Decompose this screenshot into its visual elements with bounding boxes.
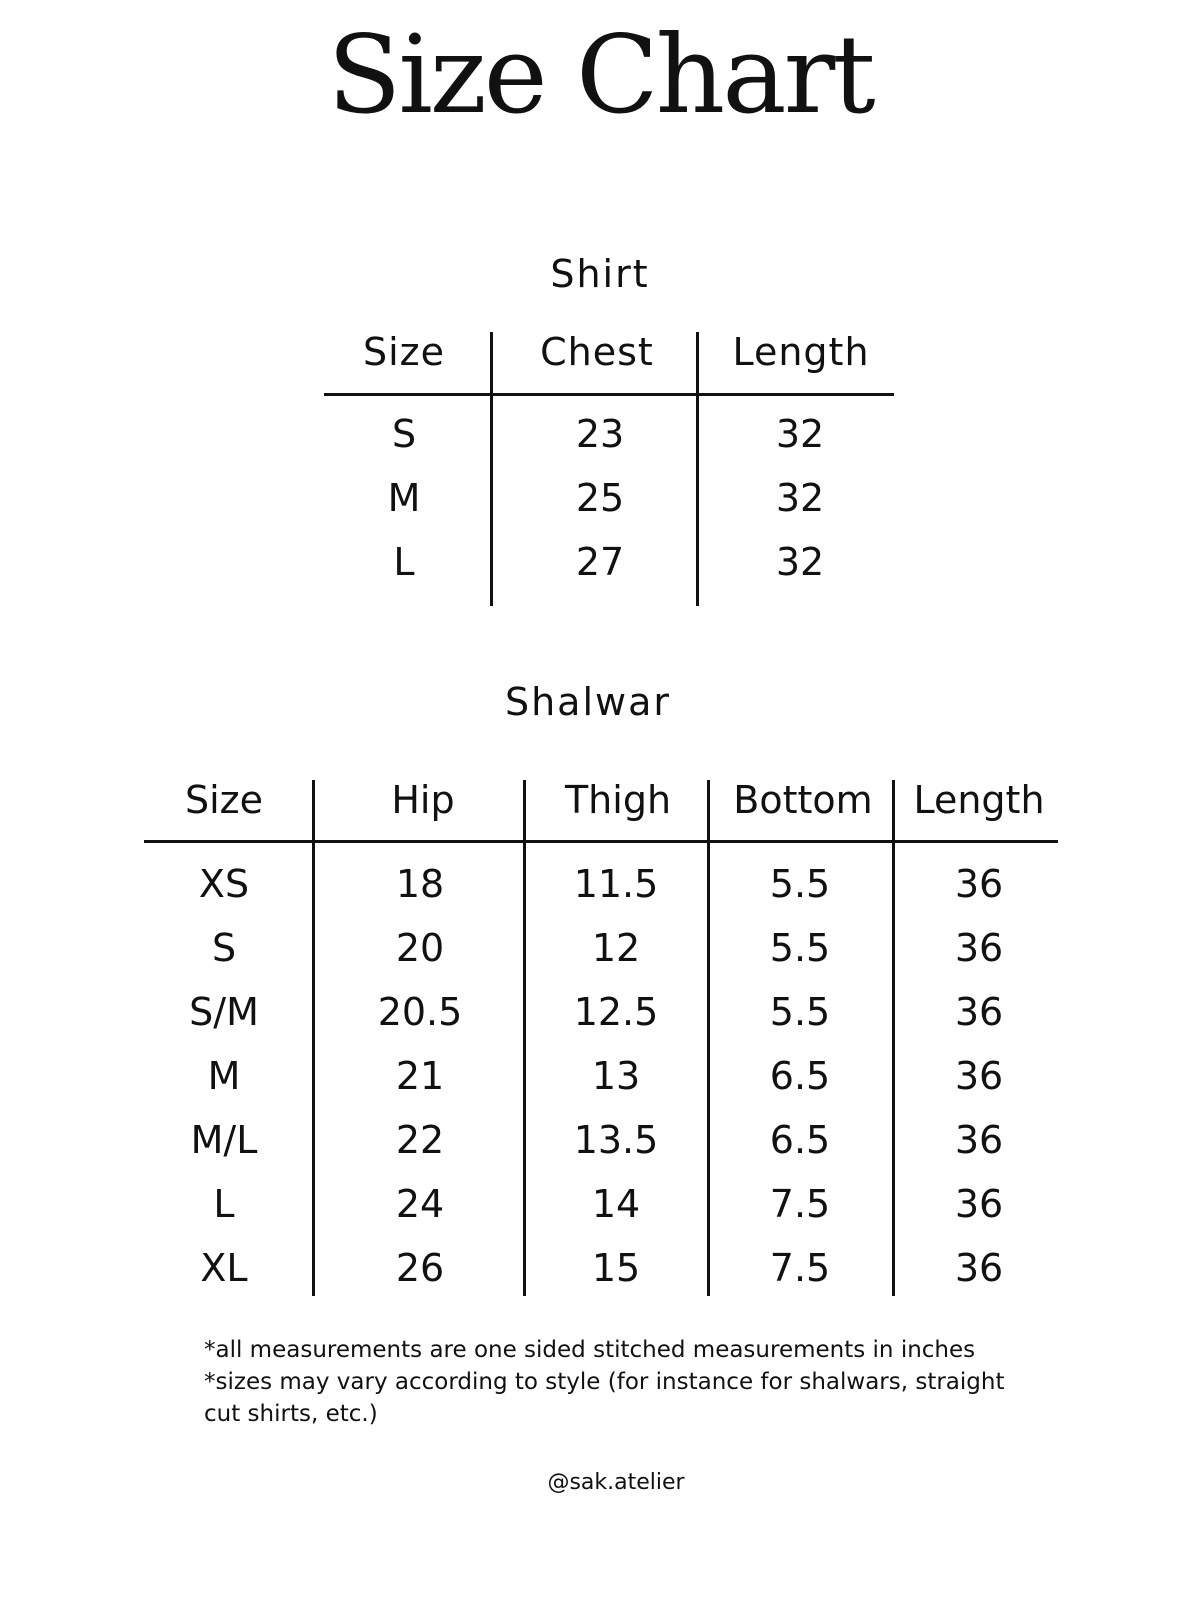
shalwar-cell: 36 bbox=[954, 862, 1004, 906]
shalwar-cell: 6.5 bbox=[769, 1118, 831, 1162]
shalwar-header-bottom: Bottom bbox=[733, 778, 873, 822]
shalwar-cell: 5.5 bbox=[769, 926, 831, 970]
shalwar-cell: 20 bbox=[395, 926, 445, 970]
shirt-cell: 32 bbox=[775, 412, 825, 456]
shalwar-cell: 36 bbox=[954, 1054, 1004, 1098]
shalwar-cell: L bbox=[213, 1182, 235, 1226]
shalwar-cell: 12 bbox=[591, 926, 641, 970]
shalwar-cell: 14 bbox=[591, 1182, 641, 1226]
shalwar-cell: 5.5 bbox=[769, 862, 831, 906]
shirt-cell: S bbox=[391, 412, 417, 456]
page-title: Size Chart bbox=[327, 13, 873, 138]
shalwar-cell: 36 bbox=[954, 1118, 1004, 1162]
shalwar-cell: 36 bbox=[954, 990, 1004, 1034]
shalwar-column-divider bbox=[312, 780, 315, 1296]
shalwar-cell: XS bbox=[198, 862, 250, 906]
shalwar-cell: 36 bbox=[954, 926, 1004, 970]
shalwar-cell: 13 bbox=[591, 1054, 641, 1098]
shirt-header-chest: Chest bbox=[540, 330, 654, 374]
shalwar-header-size: Size bbox=[184, 778, 263, 822]
shalwar-cell: 11.5 bbox=[573, 862, 659, 906]
shalwar-cell: S bbox=[211, 926, 237, 970]
shalwar-section-title: Shalwar bbox=[504, 680, 672, 724]
shalwar-cell: 36 bbox=[954, 1182, 1004, 1226]
shalwar-cell: 5.5 bbox=[769, 990, 831, 1034]
note-line: *all measurements are one sided stitched measurements in inches bbox=[204, 1337, 976, 1363]
shirt-header-length: Length bbox=[732, 330, 870, 374]
shirt-cell: M bbox=[387, 476, 421, 520]
note-line: cut shirts, etc.) bbox=[204, 1401, 378, 1427]
shalwar-cell: 7.5 bbox=[769, 1182, 831, 1226]
shalwar-cell: 12.5 bbox=[573, 990, 659, 1034]
shirt-cell: 27 bbox=[575, 540, 625, 584]
shalwar-cell: 22 bbox=[395, 1118, 445, 1162]
social-handle: @sak.atelier bbox=[547, 1470, 685, 1495]
shalwar-cell: 7.5 bbox=[769, 1246, 831, 1290]
shirt-cell: 25 bbox=[575, 476, 625, 520]
shirt-header-size: Size bbox=[362, 330, 445, 374]
shalwar-header-divider bbox=[144, 840, 1058, 843]
shalwar-cell: 21 bbox=[395, 1054, 445, 1098]
note-line: *sizes may vary according to style (for instance for shalwars, straight bbox=[204, 1369, 1005, 1395]
shalwar-cell: S/M bbox=[189, 990, 259, 1034]
shalwar-cell: 24 bbox=[395, 1182, 445, 1226]
shalwar-header-thigh: Thigh bbox=[564, 778, 672, 822]
shalwar-cell: 18 bbox=[395, 862, 445, 906]
shalwar-cell: 36 bbox=[954, 1246, 1004, 1290]
shirt-section-title: Shirt bbox=[550, 252, 650, 296]
shalwar-cell: 6.5 bbox=[769, 1054, 831, 1098]
shalwar-header-hip: Hip bbox=[391, 778, 455, 822]
shalwar-cell: XL bbox=[200, 1246, 248, 1290]
shirt-cell: 32 bbox=[775, 476, 825, 520]
shirt-cell: L bbox=[393, 540, 415, 584]
shirt-cell: 23 bbox=[575, 412, 625, 456]
shalwar-cell: 26 bbox=[395, 1246, 445, 1290]
shirt-cell: 32 bbox=[775, 540, 825, 584]
shalwar-cell: 13.5 bbox=[573, 1118, 659, 1162]
shalwar-cell: 20.5 bbox=[377, 990, 463, 1034]
shalwar-cell: M/L bbox=[190, 1118, 258, 1162]
shalwar-cell: 15 bbox=[591, 1246, 641, 1290]
shalwar-header-length: Length bbox=[913, 778, 1045, 822]
shalwar-cell: M bbox=[207, 1054, 241, 1098]
